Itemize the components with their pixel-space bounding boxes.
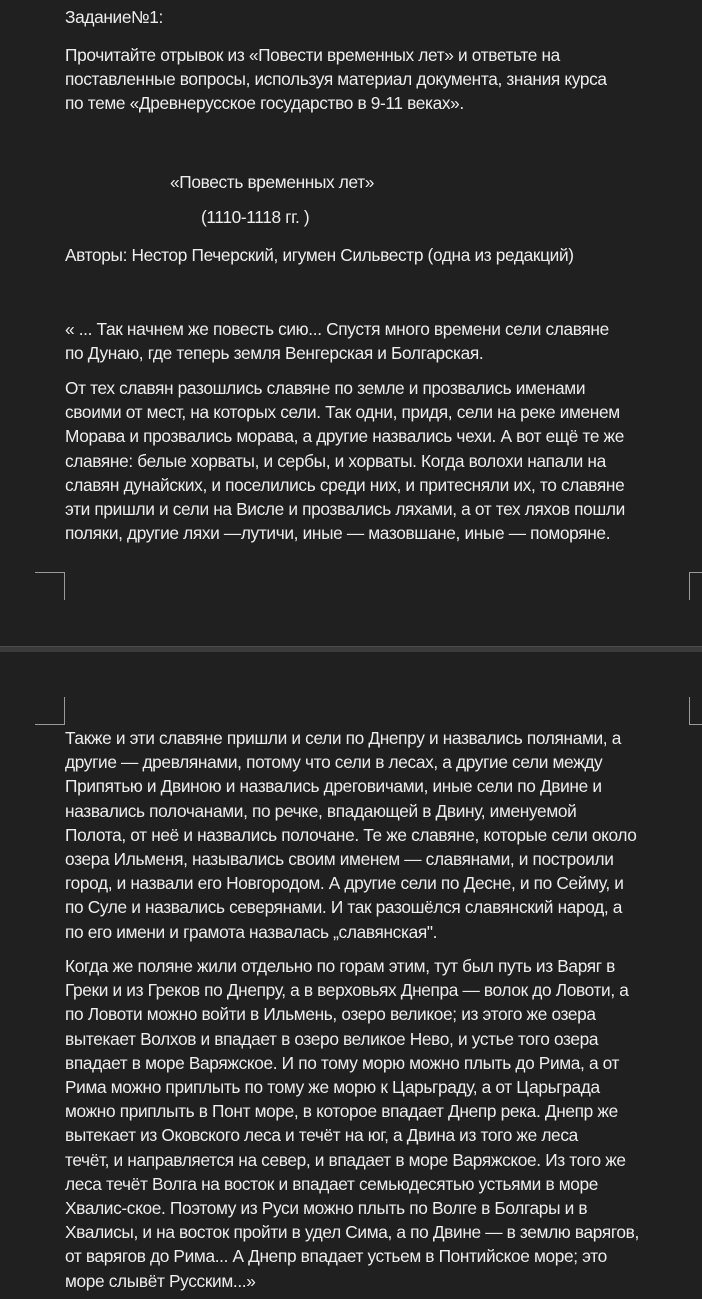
paragraph-2: От тех славян разошлись славяне по земле и прозвались именами своими от мест, на которых сели. Так одни, придя, сели на реке именем Морава и прозвались морава, а другие назвались чехи. А вот ещё те же славяне: белые хорваты, и сербы, и хорваты. Когда волохи напали на славян дунайских, и поселились среди них, и притесняли их, то славяне эти пришли и сели на Висле и прозвались ляхами, а от тех ляхов пошли поляки, другие ляхи —лутичи, иные — мазовшане, иные — поморяне. [65,378,625,544]
instruction-paragraph: Прочитайте отрывок из «Повести временных лет» и ответьте на поставленные вопросы, используя материал документа, знания курса по теме «Древнерусское государство в 9-11 веках». [65,45,607,114]
paragraph-3: Также и эти славяне пришли и сели по Днепру и назвались полянами, а другие — древлянами, потому что сели в лесах, а другие сели между Припятью и Двиною и назвались дреговичами, иные сели по Двине и назвались полочанами, по речке, впадающей в Двину, именуемой Полота, от неё и назвались полочане. Те же славяне, которые сели около озера Ильменя, назывались своим именем — славянами, и построили город, и назвали его Новгородом. А другие сели по Десне, и по Сейму, и по Суле и назвались северянами. И так разошёлся славянский народ, а по его имени и грамота назвалась „славянская". [65,728,637,942]
crop-mark-top-left-v [64,697,65,725]
authors-line: Авторы: Нестор Печерский, игумен Сильвестр (одна из редакций) [65,245,574,265]
crop-mark-bottom-right-h [689,572,702,573]
crop-mark-bottom-right-v [689,572,690,600]
document-title: «Повесть временных лет» [170,172,375,192]
crop-mark-top-right-h [689,724,702,725]
paragraph-1: « ... Так начнем же повесть сию... Спустя много времени сели славяне по Дунаю, где теперь земля Венгерская и Болгарская. [65,319,609,364]
crop-mark-bottom-left-v [64,572,65,600]
task-title: Задание№1: [65,7,164,27]
crop-mark-top-right-v [689,697,690,725]
document-years: (1110-1118 гг. ) [201,207,310,227]
crop-mark-top-left-h [35,724,65,725]
document-page-2 [0,652,702,1299]
paragraph-4: Когда же поляне жили отдельно по горам этим, тут был путь из Варяг в Греки и из Греков по Днепру, а в верховьях Днепра — волок до Ловоти, а по Ловоти можно войти в Ильмень, озеро великое; из этого же озера вытекает Волхов и впадает в озеро великое Нево, и устье того озера впадает в море Варяжское. И по тому морю можно плыть до Рима, а от Рима можно приплыть по тому же морю к Царьграду, а от Царьграда можно приплыть в Понт море, в которое впадает Днепр река. Днепр же вытекает из Оковского леса и течёт на юг, а Двина из того же леса течёт, и направляется на север, и впадает в море Варяжское. Из того же леса течёт Волга на восток и впадает семьюдесятью устьями в море Хвалис-ское. Поэтому из Руси можно плыть по Волге в Болгары и в Хвалисы, и на восток пройти в удел Сима, а по Двине — в землю варягов, от варягов до Рима... А Днепр впадает устьем в Понтийское море; это море слывёт Русским...» [65,956,639,1291]
document-page-1 [0,0,702,646]
crop-mark-bottom-left-h [35,572,65,573]
